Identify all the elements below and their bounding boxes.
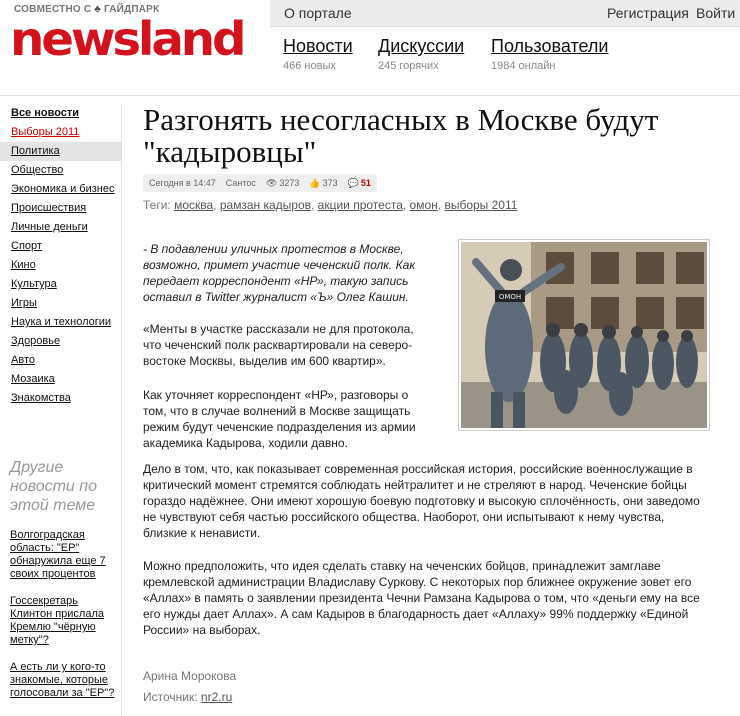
tag-link[interactable]: рамзан кадыров <box>219 198 311 212</box>
views-count: 3273 <box>279 178 300 188</box>
sidebar-item-label[interactable]: Личные деньги <box>11 221 88 233</box>
sidebar-item-label[interactable]: Здоровье <box>11 335 61 347</box>
sidebar-item-health[interactable] <box>0 332 121 351</box>
sidebar-item-label[interactable]: Происшествия <box>11 202 87 214</box>
sidebar-item-label[interactable]: Спорт <box>11 240 42 252</box>
article-paragraph: Дело в том, что, как показывает современная российская история, российские военнослужащие в критический момент стремятся соблюдать нейтралитет и не стреляют в народ. Чеченские бойцы гораздо надёжнее. Они имеют хорошую боевую подготовку и высокую сплочённость, они заведомо не чувствуют себя частью российского общества. Наоборот, они испытывают к нему чувства, близкие к ненависти. <box>143 462 700 540</box>
sidebar-item-science[interactable] <box>0 313 121 332</box>
sidebar-item-mosaic[interactable] <box>0 370 121 389</box>
sidebar-item-label[interactable]: Знакомства <box>11 392 71 404</box>
gaidpark-icon: ♣ <box>94 4 102 15</box>
nav-discussions-count: 245 горячих <box>378 60 439 72</box>
nav-news-count: 466 новых <box>283 60 336 72</box>
nav-news[interactable] <box>283 36 353 72</box>
sidebar-item-auto[interactable] <box>0 351 121 370</box>
top-bar <box>270 0 740 27</box>
sidebar-item-dating[interactable] <box>0 389 121 408</box>
article-photo[interactable] <box>458 239 710 431</box>
sidebar-item-politics[interactable] <box>0 142 121 161</box>
sidebar-item-money[interactable] <box>0 218 121 237</box>
comment-icon: 💬 <box>347 177 359 188</box>
sidebar-item-society[interactable] <box>0 161 121 180</box>
article-paragraph: Можно предположить, что идея сделать ставку на чеченских бойцов, принадлежит замглаве кремлевской администрации Владиславу Суркову. С некоторых пор ближнее окружение зовет его «Аллах» в память о заявлении президента Чечни Рамзана Кадырова о том, что «деньги ему на все его нужды дает Аллах». А сам Кадыров в благодарность дает «Аллаху» 99% поддержку «Единой России» на выборах. <box>143 559 700 637</box>
other-news-link[interactable]: Волгоградская область: "ЕР" обнаружила еще 7 своих процентов <box>10 529 106 580</box>
sidebar-item-elections[interactable] <box>0 123 121 142</box>
tag-link[interactable]: акции протеста <box>317 198 403 212</box>
likes-count: 373 <box>322 178 338 188</box>
login-link[interactable]: Войти <box>696 5 736 21</box>
author-link[interactable]: Сантос <box>225 178 256 188</box>
sidebar-item-label[interactable]: Игры <box>11 297 37 309</box>
register-link[interactable]: Регистрация <box>607 5 689 21</box>
tag-link[interactable]: москва <box>174 198 214 212</box>
tag-list: Теги: москва, рамзан кадыров, акции протеста, омон, выборы 2011 <box>143 198 518 212</box>
sidebar-item-label[interactable]: Политика <box>11 145 60 157</box>
other-news-item[interactable] <box>10 529 115 581</box>
other-news-item[interactable] <box>10 661 115 700</box>
photo-frame <box>461 242 707 428</box>
nav-users-count: 1984 онлайн <box>491 60 556 72</box>
nav-users[interactable] <box>491 36 608 72</box>
nav-news-label[interactable]: Новости <box>283 36 353 56</box>
sidebar-item-label[interactable]: Авто <box>11 354 35 366</box>
sidebar-item-label[interactable]: Кино <box>11 259 36 271</box>
publish-time: Сегодня в 14:47 <box>149 178 216 188</box>
soldiers-photo <box>461 242 707 428</box>
tag-link[interactable]: омон <box>409 198 438 212</box>
site-logo[interactable]: newsland <box>10 12 244 66</box>
article-paragraph: - В подавлении уличных протестов в Москве, возможно, примет участие чеченский полк. Как передает корреспондент «НР», такую запись оставил в Twitter журналист «Ъ» Олег Кашин. <box>143 242 416 304</box>
header-divider <box>0 95 740 96</box>
sidebar-item-label[interactable]: Все новости <box>11 107 80 119</box>
partner-brand[interactable]: ГАЙДПАРК <box>104 4 160 15</box>
about-portal-link[interactable]: О портале <box>284 5 352 21</box>
likes-stat[interactable] <box>309 178 337 189</box>
other-news-link[interactable]: Госсекретарь Клинтон прислала Кремлю "чёрную метку"? <box>10 595 104 646</box>
article-author: Арина Морокова <box>143 669 237 683</box>
article-source <box>143 690 232 704</box>
sidebar-item-sport[interactable] <box>0 237 121 256</box>
other-news-item[interactable] <box>10 595 115 647</box>
source-label: Источник: <box>143 690 198 704</box>
article-title: Разгонять несогласных в Москве будут "кадыровцы" <box>143 102 659 169</box>
sidebar-item-games[interactable] <box>0 294 121 313</box>
article-meta <box>143 174 377 192</box>
sidebar-item-label[interactable]: Экономика и бизнес <box>11 183 115 195</box>
sidebar-item-economy[interactable] <box>0 180 121 199</box>
logo-area <box>0 0 268 70</box>
article-paragraph: Как уточняет корреспондент «НР», разговоры о том, что в случае волнений в Москве защищать режим будут чеченские подразделения из армии академика Кадырова, ходили давно. <box>143 388 416 450</box>
sidebar-item-label[interactable]: Культура <box>11 278 57 290</box>
vest-label: ОМОН <box>498 293 522 301</box>
sidebar-item-label[interactable]: Общество <box>11 164 64 176</box>
category-list <box>0 104 121 408</box>
article <box>143 102 713 704</box>
comments-stat[interactable] <box>348 178 371 189</box>
sidebar-item-culture[interactable] <box>0 275 121 294</box>
sidebar-item-label[interactable]: Мозаика <box>11 373 55 385</box>
thumbs-up-icon: 👍 <box>309 177 321 188</box>
sidebar-item-incidents[interactable] <box>0 199 121 218</box>
comments-count: 51 <box>360 178 371 188</box>
eye-icon: 👁 <box>265 177 278 188</box>
tags-label: Теги: <box>143 198 171 212</box>
other-news-link[interactable]: А есть ли у кого-то знакомые, которые голосовали за "ЕР"? <box>10 661 115 699</box>
sidebar-item-all-news[interactable] <box>0 104 121 123</box>
article-paragraph: «Менты в участке рассказали не для протокола, что чеченский полк расквартировали на северо-востоке Москвы, выделив им 600 квартир». <box>143 322 414 368</box>
nav-discussions[interactable] <box>378 36 464 72</box>
nav-discussions-label[interactable]: Дискуссии <box>378 36 465 56</box>
sidebar-item-label[interactable]: Выборы 2011 <box>11 126 80 138</box>
other-news-heading: Другие новости по этой теме <box>10 459 97 514</box>
sidebar <box>0 104 122 716</box>
sidebar-item-label[interactable]: Наука и технологии <box>11 316 112 328</box>
tag-link[interactable]: выборы 2011 <box>444 198 518 212</box>
views-stat <box>266 178 299 189</box>
source-link[interactable]: nr2.ru <box>200 690 233 704</box>
nav-users-label[interactable]: Пользователи <box>491 36 609 56</box>
partner-prefix: СОВМЕСТНО С <box>14 4 92 15</box>
sidebar-item-cinema[interactable] <box>0 256 121 275</box>
